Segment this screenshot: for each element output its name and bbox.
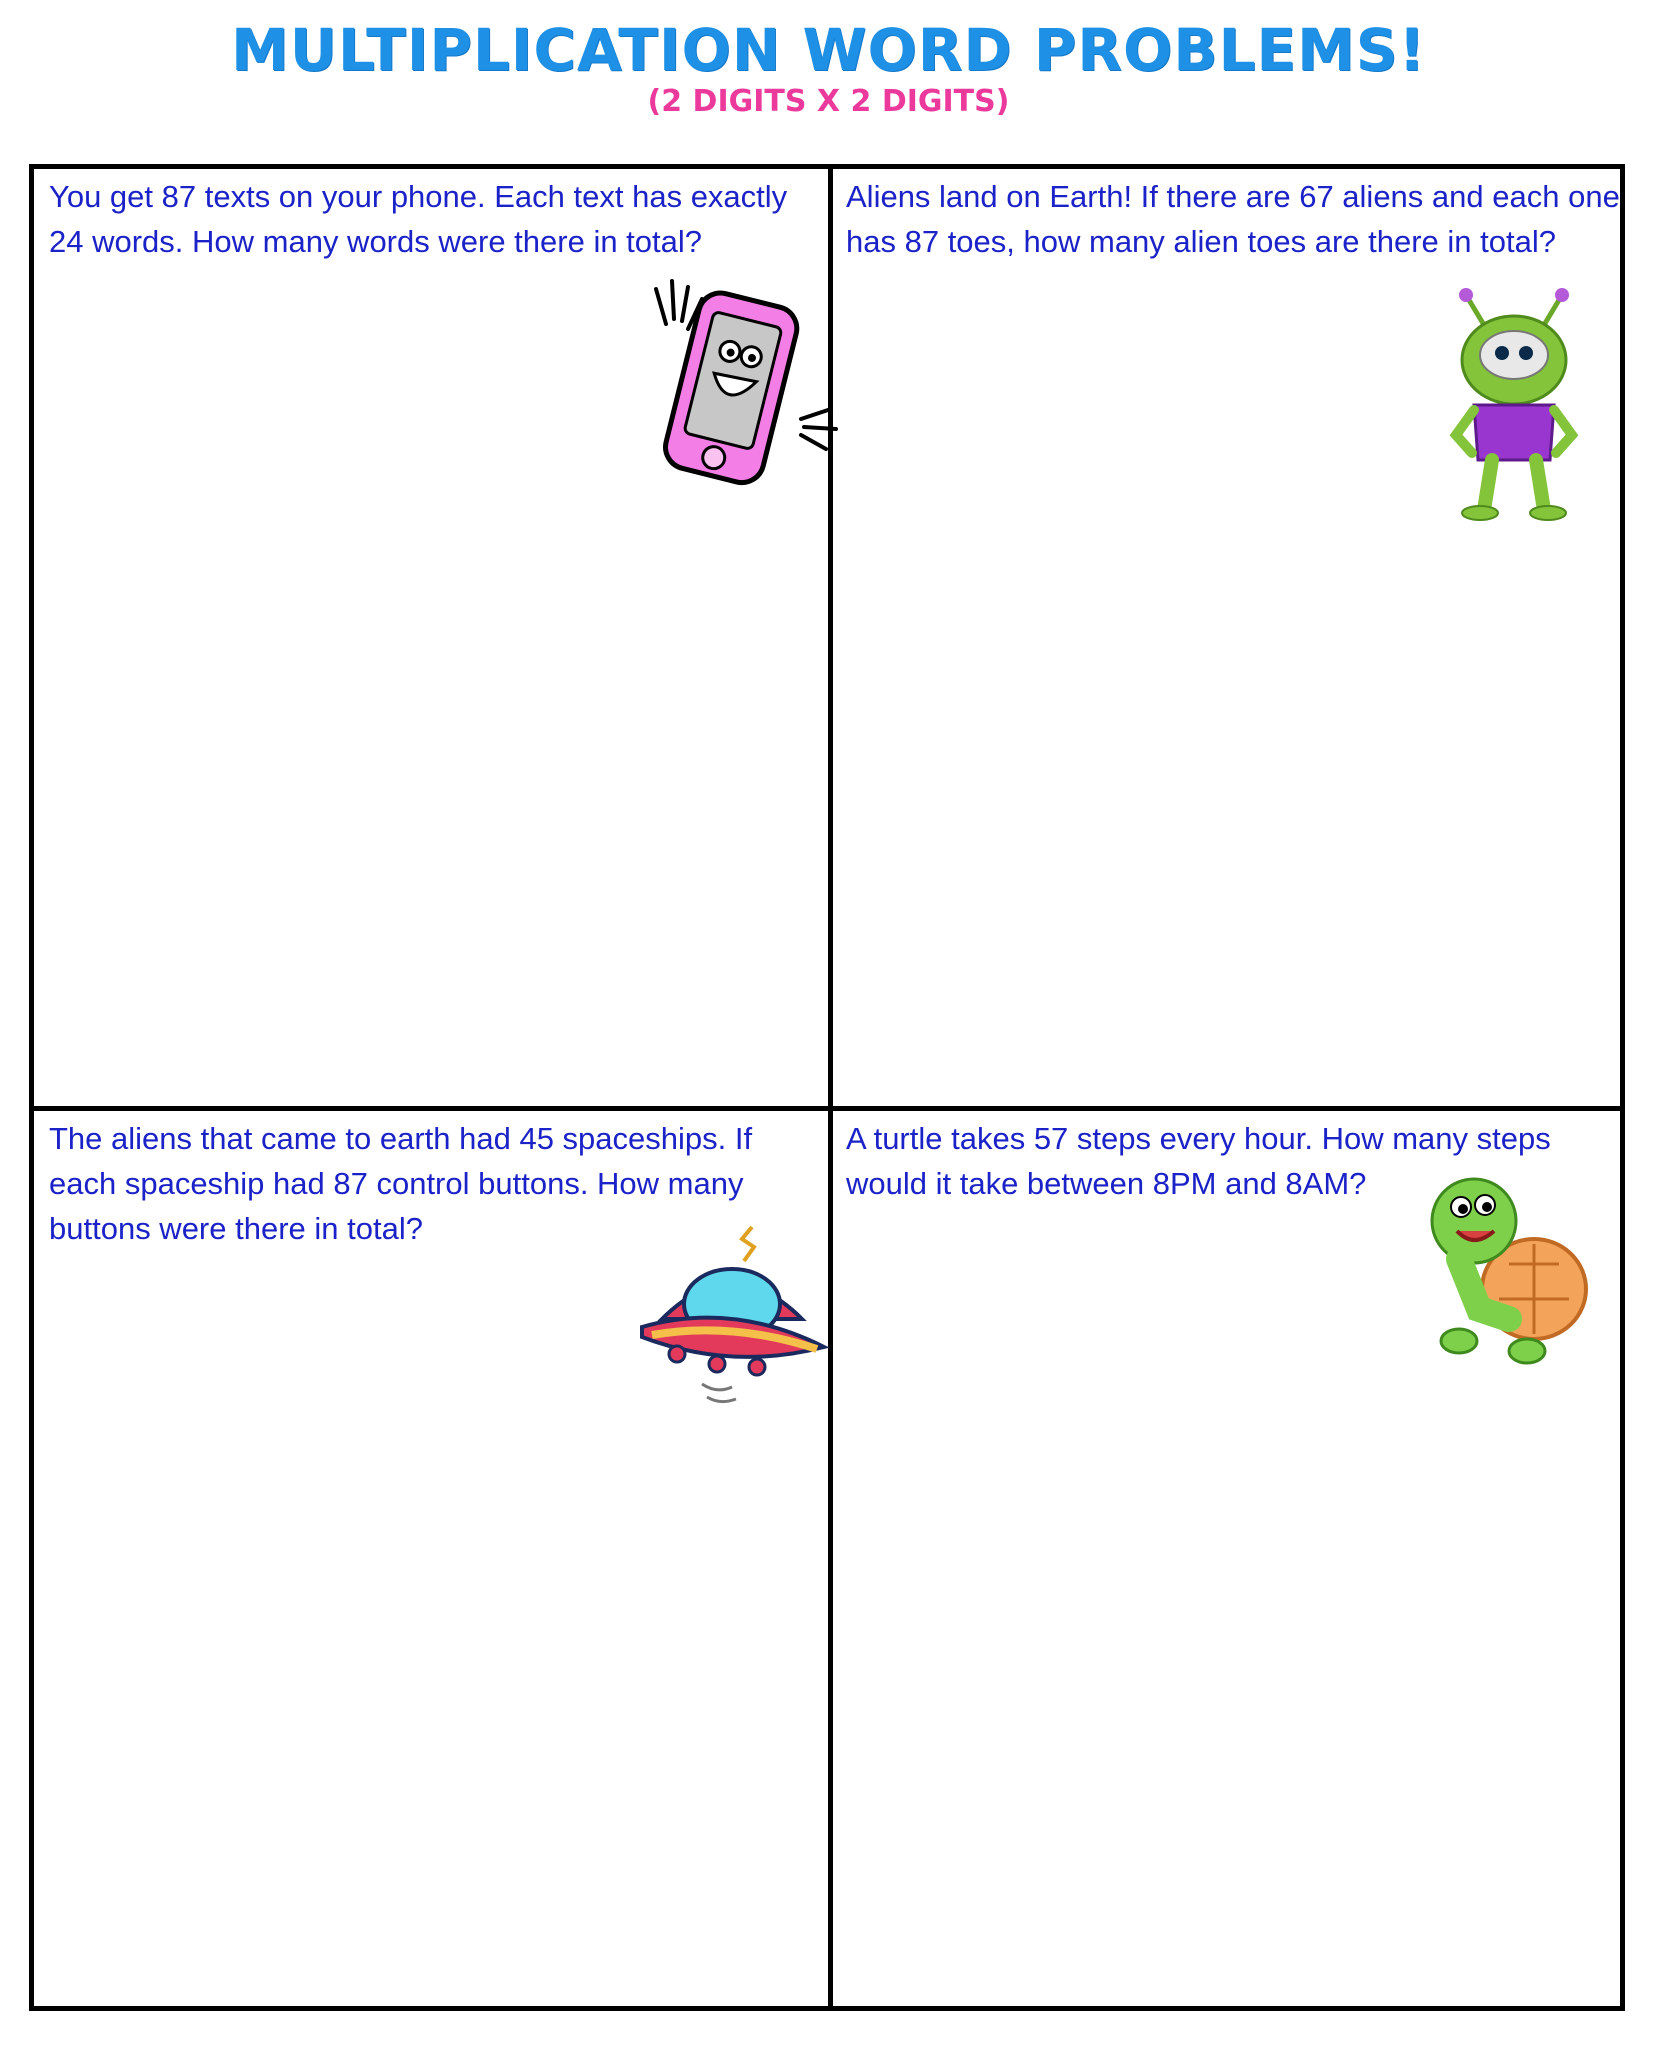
problem-text-1: You get 87 texts on your phone. Each text has exactly 24 words. How many words were there in total? xyxy=(49,179,788,259)
green-alien-icon xyxy=(1444,285,1584,525)
flying-saucer-icon xyxy=(632,1209,832,1419)
page-subtitle: (2 DIGITS X 2 DIGITS) xyxy=(647,84,1010,119)
grid-divider-horizontal xyxy=(34,1106,1620,1111)
problem-text-4: A turtle takes 57 steps every hour. How many steps would it take between 8PM and 8AM? xyxy=(846,1121,1551,1201)
problem-text-3: The aliens that came to earth had 45 spaceships. If each spaceship had 87 control buttons. How many buttons were there in total? xyxy=(49,1121,753,1246)
problem-grid xyxy=(29,164,1625,2011)
problem-text-2: Aliens land on Earth! If there are 67 aliens and each one has 87 toes, how many alien toes are there in total? xyxy=(846,179,1620,259)
page-title: MULTIPLICATION WORD PROBLEMS! xyxy=(231,16,1426,84)
turtle-icon xyxy=(1419,1159,1594,1369)
smiling-phone-icon xyxy=(626,269,846,499)
problem-cell-2 xyxy=(846,174,1621,264)
problem-cell-1 xyxy=(49,174,819,264)
